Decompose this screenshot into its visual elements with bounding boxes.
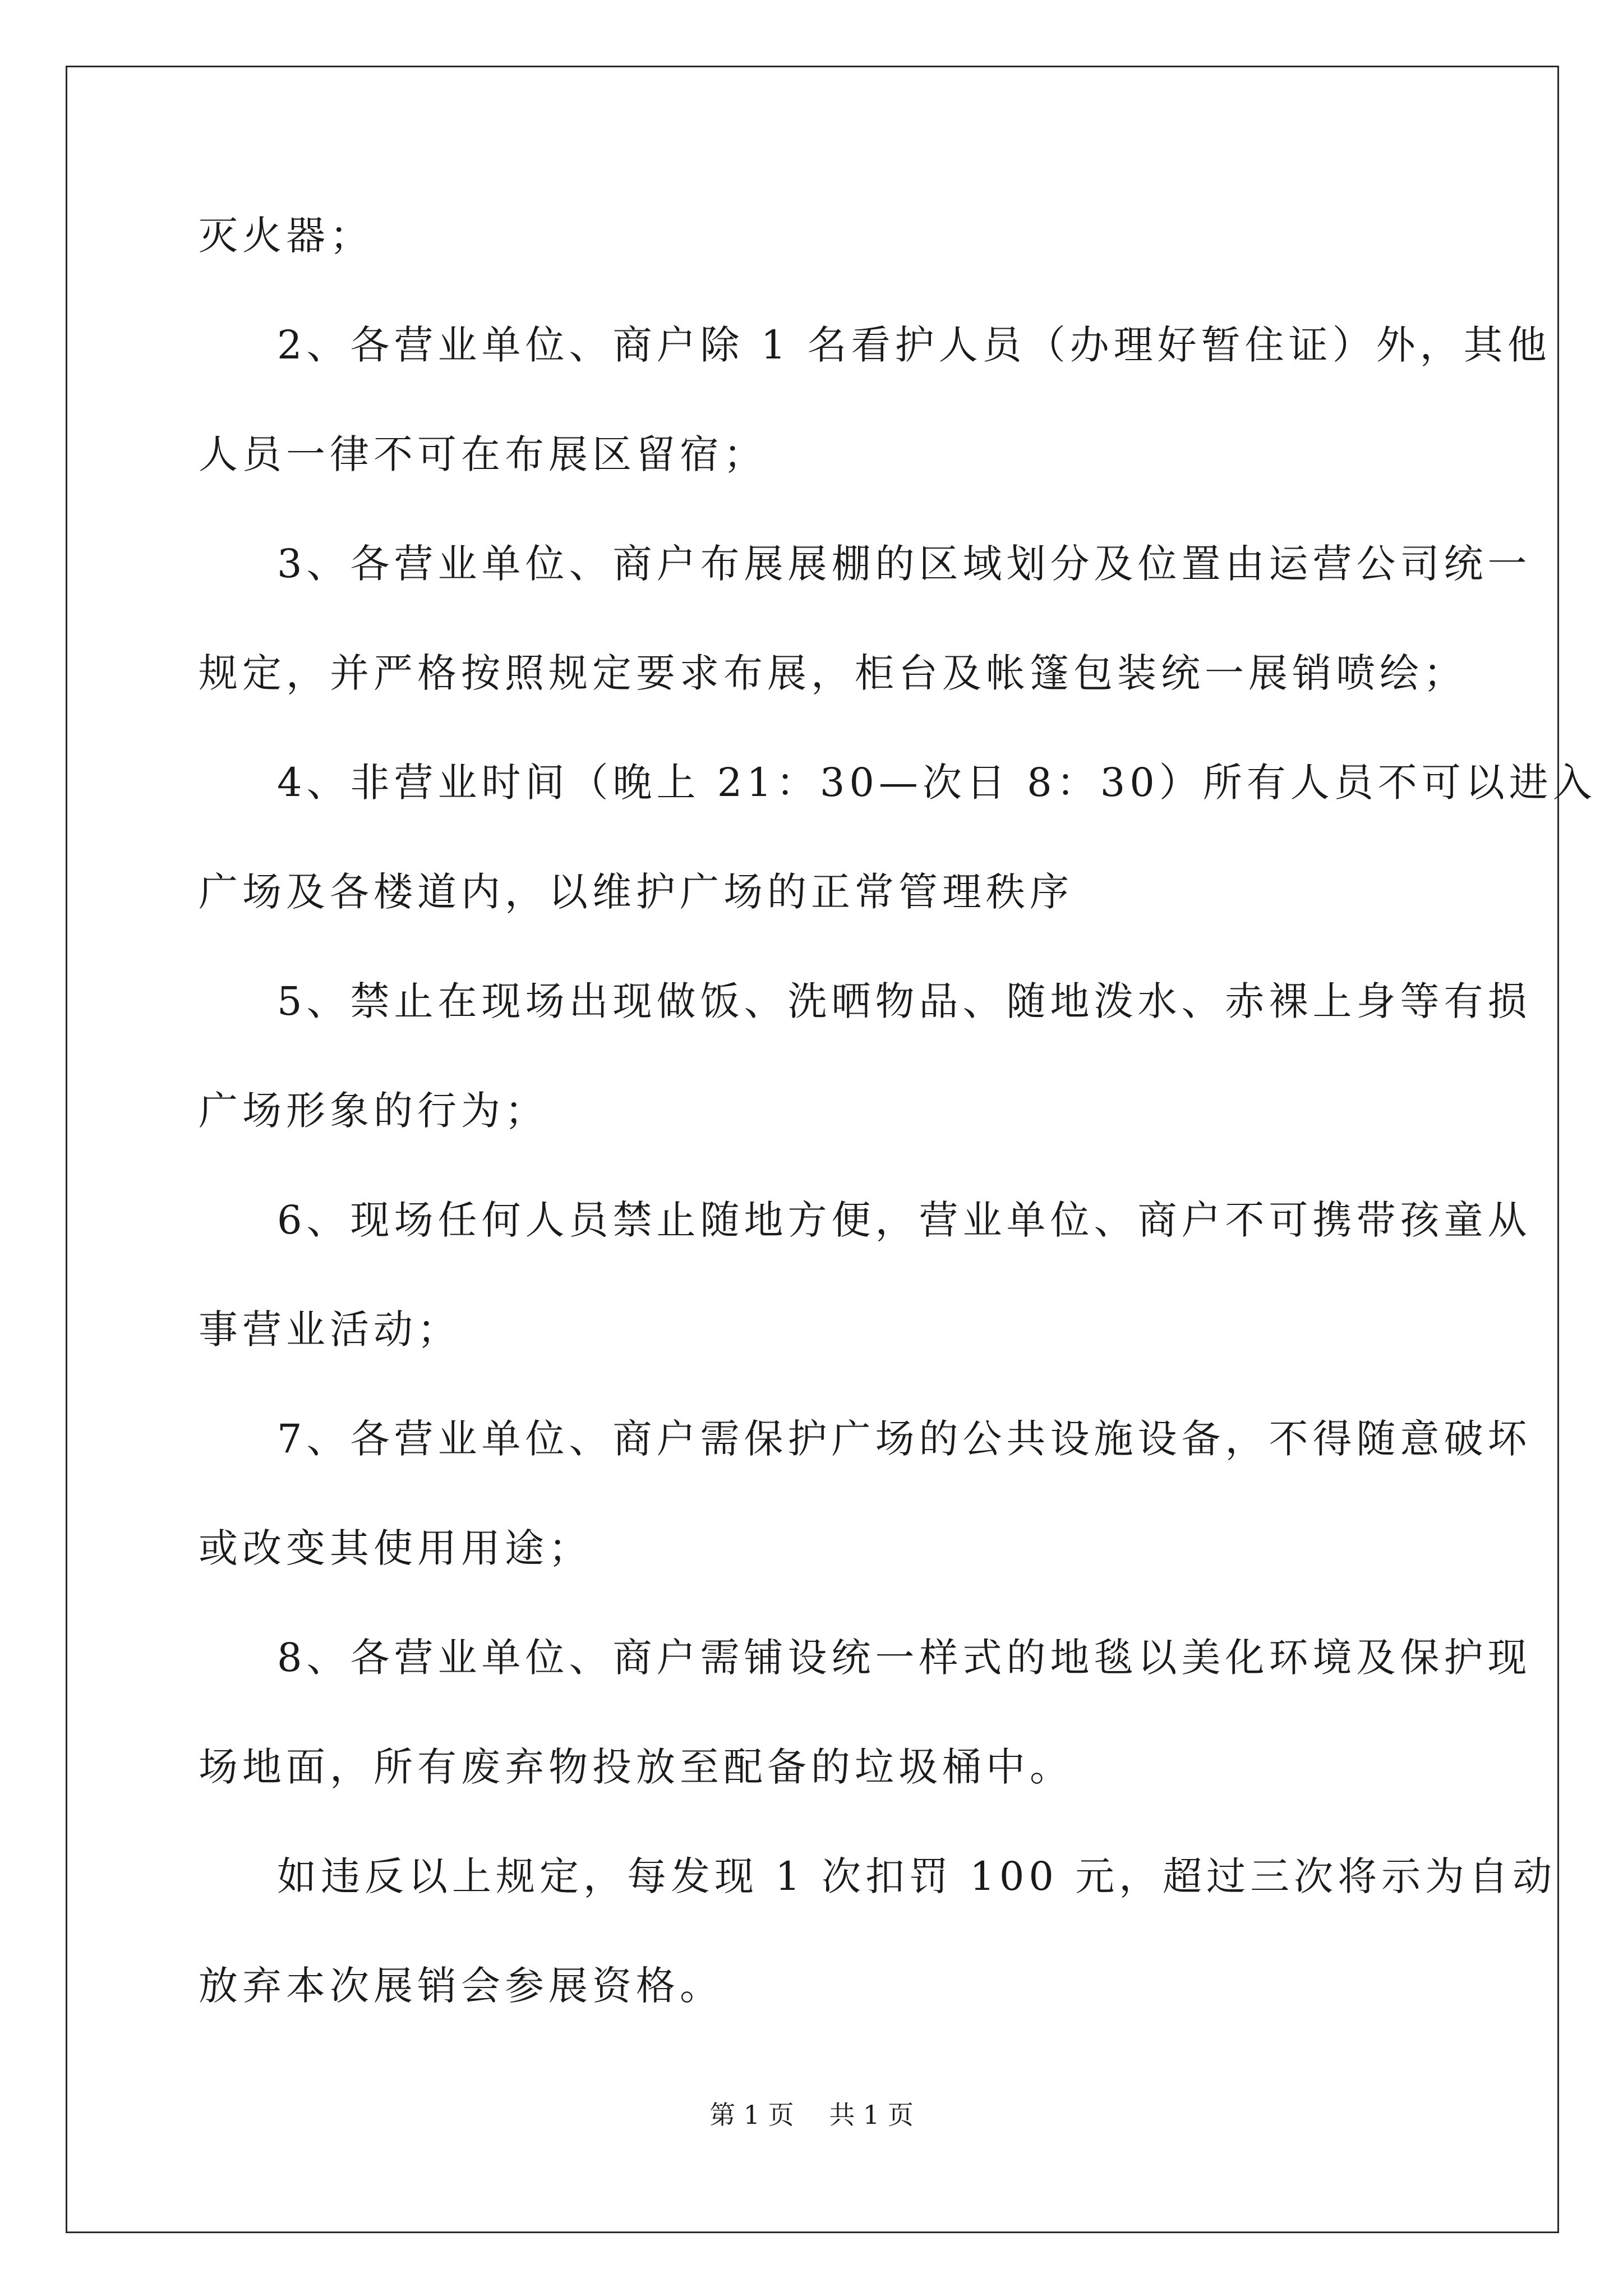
text-line: 放弃本次展销会参展资格。	[199, 1963, 723, 2009]
text-line: 6、现场任何人员禁止随地方便，营业单位、商户不可携带孩童从	[277, 1197, 1532, 1243]
text-line: 灭火器；	[199, 213, 374, 259]
text-line: 规定，并严格按照规定要求布展，柜台及帐篷包装统一展销喷绘；	[199, 650, 1467, 696]
text-line: 8、各营业单位、商户需铺设统一样式的地毯以美化环境及保护现	[277, 1635, 1532, 1681]
text-line: 2、各营业单位、商户除 1 名看护人员（办理好暂住证）外，其他	[277, 322, 1551, 368]
text-line: 3、各营业单位、商户布展展棚的区域划分及位置由运营公司统一	[277, 541, 1532, 587]
page-number: 第 1 页	[709, 2100, 794, 2130]
page-footer	[0, 2098, 1623, 2132]
text-line: 场地面，所有废弃物投放至配备的垃圾桶中。	[199, 1744, 1073, 1790]
text-line: 或改变其使用用途；	[199, 1525, 592, 1571]
text-line: 广场形象的行为；	[199, 1088, 548, 1134]
text-line: 如违反以上规定，每发现 1 次扣罚 100 元，超过三次将示为自动	[277, 1853, 1557, 1899]
text-line: 7、各营业单位、商户需保护广场的公共设施设备，不得随意破坏	[277, 1416, 1532, 1462]
text-line: 事营业活动；	[199, 1306, 461, 1352]
text-line: 人员一律不可在布展区留宿；	[199, 431, 767, 477]
text-line: 4、非营业时间（晚上 21：30—次日 8：30）所有人员不可以进入	[277, 760, 1597, 806]
page-total: 共 1 页	[829, 2100, 914, 2130]
text-line: 广场及各楼道内，以维护广场的正常管理秩序	[199, 869, 1073, 915]
text-line: 5、禁止在现场出现做饭、洗晒物品、随地泼水、赤裸上身等有损	[277, 978, 1532, 1024]
page-border	[66, 66, 1597, 2233]
